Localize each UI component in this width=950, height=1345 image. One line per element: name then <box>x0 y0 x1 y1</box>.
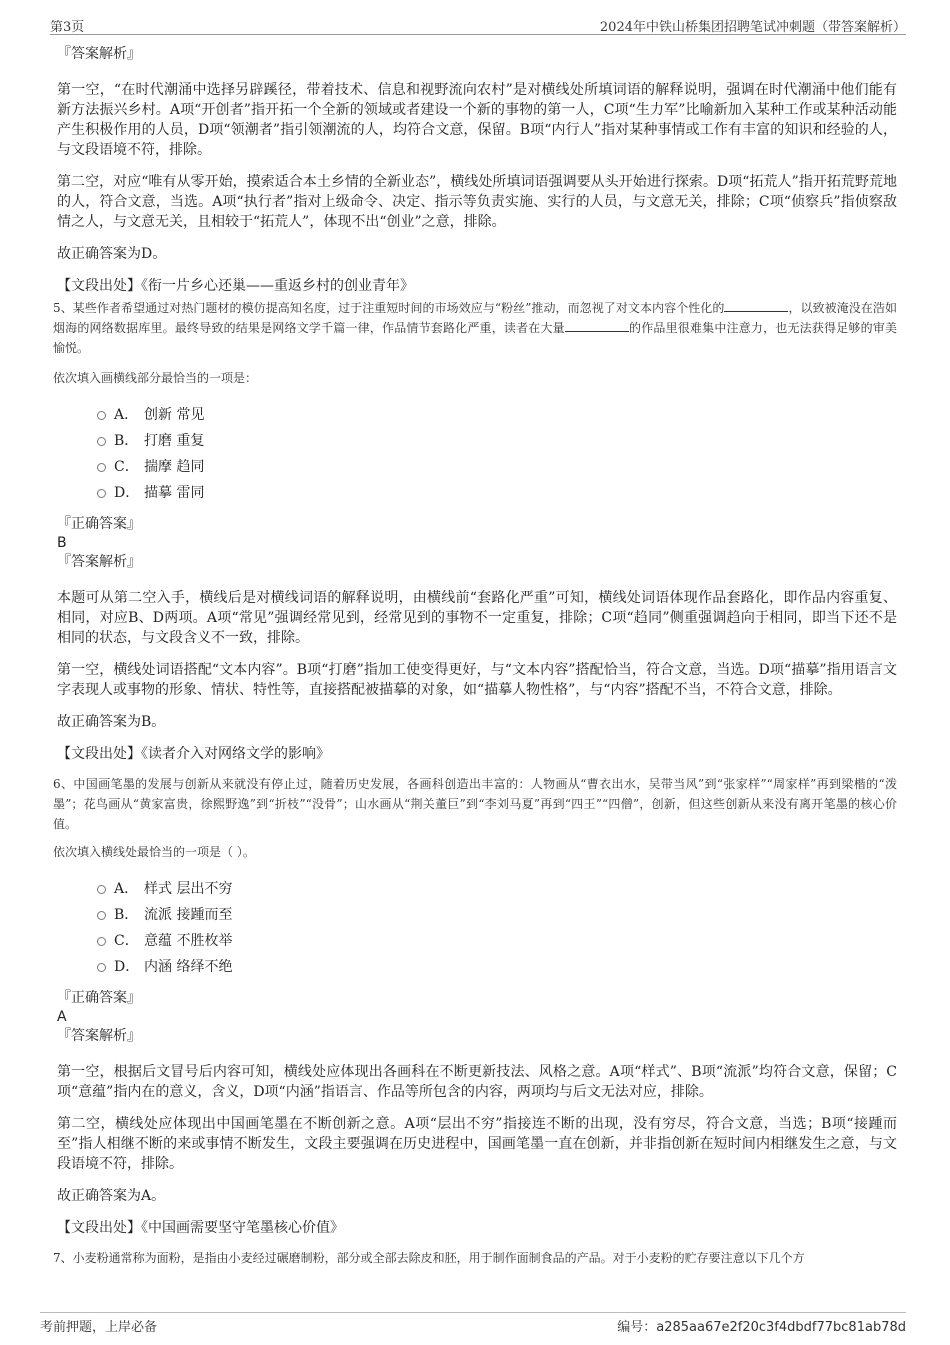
q4-analysis-label: 『答案解析』 <box>57 46 141 62</box>
document-body <box>53 44 897 1268</box>
radio-icon[interactable] <box>97 411 106 420</box>
q5-option-c[interactable]: C． 揣摩 趋同 <box>97 454 897 480</box>
radio-icon[interactable] <box>97 963 106 972</box>
q4-source: 【文段出处】《衔一片乡心还巢——重返乡村的创业青年》 <box>57 278 414 294</box>
q5-correct-answer: B <box>57 535 67 551</box>
radio-icon[interactable] <box>97 489 106 498</box>
blank-line <box>565 319 629 332</box>
q5-conclusion: 故正确答案为B。 <box>57 714 166 730</box>
page-footer <box>40 1312 906 1335</box>
q6-analysis-p2: 第二空，横线处应体现出中国画笔墨在不断创新之意。A项“层出不穷”指接连不断的出现，没有穷尽，符合文意，当选；B项“接踵而至”指人相继不断的来或事情不断发生，文段主要强调在历史进程中，国画笔墨一直在创新，并非指创新在短时间内相继发生之意，与文段语境不符，排除。 <box>57 1116 897 1172</box>
q5-correct-label: 『正确答案』 <box>57 516 141 532</box>
q5-prompt: 依次填入画横线部分最恰当的一项是： <box>53 371 258 385</box>
q6-correct-answer: A <box>57 1009 67 1025</box>
page-header <box>50 14 906 35</box>
q4-conclusion: 故正确答案为D。 <box>57 246 167 262</box>
q6-prompt: 依次填入横线处最恰当的一项是（ ）。 <box>53 845 255 859</box>
radio-icon[interactable] <box>97 437 106 446</box>
q7-stem: 7、小麦粉通常称为面粉，是指由小麦经过碾磨制粉，部分或全部去除皮和胚，用于制作面制食品的产品。对于小麦粉的贮存要注意以下几个方 <box>53 1251 805 1265</box>
footer-slogan: 考前押题，上岸必备 <box>40 1320 158 1335</box>
radio-icon[interactable] <box>97 937 106 946</box>
q5-source: 【文段出处】《读者介入对网络文学的影响》 <box>57 746 330 762</box>
q6-option-c[interactable]: C． 意蕴 不胜枚举 <box>97 928 897 954</box>
document-title: 2024年中铁山桥集团招聘笔试冲刺题（带答案解析） <box>599 20 906 35</box>
q6-source: 【文段出处】《中国画需要坚守笔墨核心价值》 <box>57 1220 344 1236</box>
blank-line <box>724 299 788 312</box>
radio-icon[interactable] <box>97 885 106 894</box>
q5-option-d[interactable]: D． 描摹 雷同 <box>97 480 897 506</box>
q5-stem: 5、某些作者希望通过对热门题材的模仿提高知名度，过于注重短时间的市场效应与“粉丝”推动，而忽视了对文本内容个性化的 ，以致被淹没在浩如烟海的网络数据库里。最终导致的结果是网络文学千篇一律，作品情节套路化严重，读者在大量 的作品里很难集中注意力，也无法获得足够的审美愉悦。 <box>53 301 897 355</box>
page-number: 第3页 <box>50 20 85 35</box>
radio-icon[interactable] <box>97 463 106 472</box>
q5-analysis-p1: 本题可从第二空入手，横线后是对横线词语的解释说明，由横线前“套路化严重”可知，横线处词语体现作品套路化，即作品内容重复、相同，对应B、D两项。A项“常见”强调经常见到，经常见到的事物不一定重复，排除；C项“趋同”侧重强调趋向于相同，即当下还不是相同的状态，与文段含义不一致，排除。 <box>57 590 897 646</box>
document-code: 编号：a285aa67e2f20c3f4dbdf77bc81ab78d <box>617 1320 906 1335</box>
q6-stem: 6、中国画笔墨的发展与创新从来就没有停止过，随着历史发展，各画科创造出丰富的：人物画从“曹衣出水，吴带当风”到“张家样”“周家样”再到梁楷的“泼墨”；花鸟画从“黄家富贵，徐熙野逸”到“折枝”“没骨”；山水画从“荆关董巨”到“李刘马夏”再到“四王”“四僧”，创新，但这些创新从来没有离开笔墨的核心价值。 <box>53 777 897 831</box>
q5-option-a[interactable]: A． 创新 常见 <box>97 402 897 428</box>
q4-analysis-p2: 第二空，对应“唯有从零开始，摸索适合本土乡情的全新业态”，横线处所填词语强调要从头开始进行探索。D项“拓荒人”指开拓荒野荒地的人，符合文意，当选。A项“执行者”指对上级命令、决定、指示等负责实施、实行的人员，与文意无关，排除；C项“侦察兵”指侦察敌情之人，与文意无关，且相较于“拓荒人”，体现不出“创业”之意，排除。 <box>57 174 897 230</box>
q5-option-b[interactable]: B． 打磨 重复 <box>97 428 897 454</box>
q6-options <box>97 876 897 980</box>
q6-option-d[interactable]: D． 内涵 络绎不绝 <box>97 954 897 980</box>
q6-analysis-p1: 第一空，根据后文冒号后内容可知，横线处应体现出各画科在不断更新技法、风格之意。A项“样式”、B项“流派”均符合文意，保留；C项“意蕴”指内在的意义，含义，D项“内涵”指语言、作品等所包含的内容，两项均与后文无法对应，排除。 <box>57 1064 897 1100</box>
q4-analysis-p1: 第一空，“在时代潮涌中选择另辟蹊径，带着技术、信息和视野流向农村”是对横线处所填词语的解释说明，强调在时代潮涌中他们能有新方法振兴乡村。A项“开创者”指开拓一个全新的领域或者建设一个新的事物的第一人，C项“生力军”比喻新加入某种工作或某种活动能产生积极作用的人员，D项“领潮者”指引领潮流的人，均符合文意，保留。B项“内行人”指对某种事情或工作有丰富的知识和经验的人，与文段语境不符，排除。 <box>57 82 897 158</box>
q6-correct-label: 『正确答案』 <box>57 990 141 1006</box>
q5-analysis-p2: 第一空，横线处词语搭配“文本内容”。B项“打磨”指加工使变得更好，与“文本内容”搭配恰当，符合文意，当选。D项“描摹”指用语言文字表现人或事物的形象、情状、特性等，直接搭配被描摹的对象，如“描摹人物性格”，与“内容”搭配不当，不符合文意，排除。 <box>57 662 897 698</box>
q5-analysis-label: 『答案解析』 <box>57 554 141 570</box>
q5-options <box>97 402 897 506</box>
q6-option-b[interactable]: B． 流派 接踵而至 <box>97 902 897 928</box>
q6-analysis-label: 『答案解析』 <box>57 1028 141 1044</box>
radio-icon[interactable] <box>97 911 106 920</box>
q6-option-a[interactable]: A． 样式 层出不穷 <box>97 876 897 902</box>
q6-conclusion: 故正确答案为A。 <box>57 1188 166 1204</box>
